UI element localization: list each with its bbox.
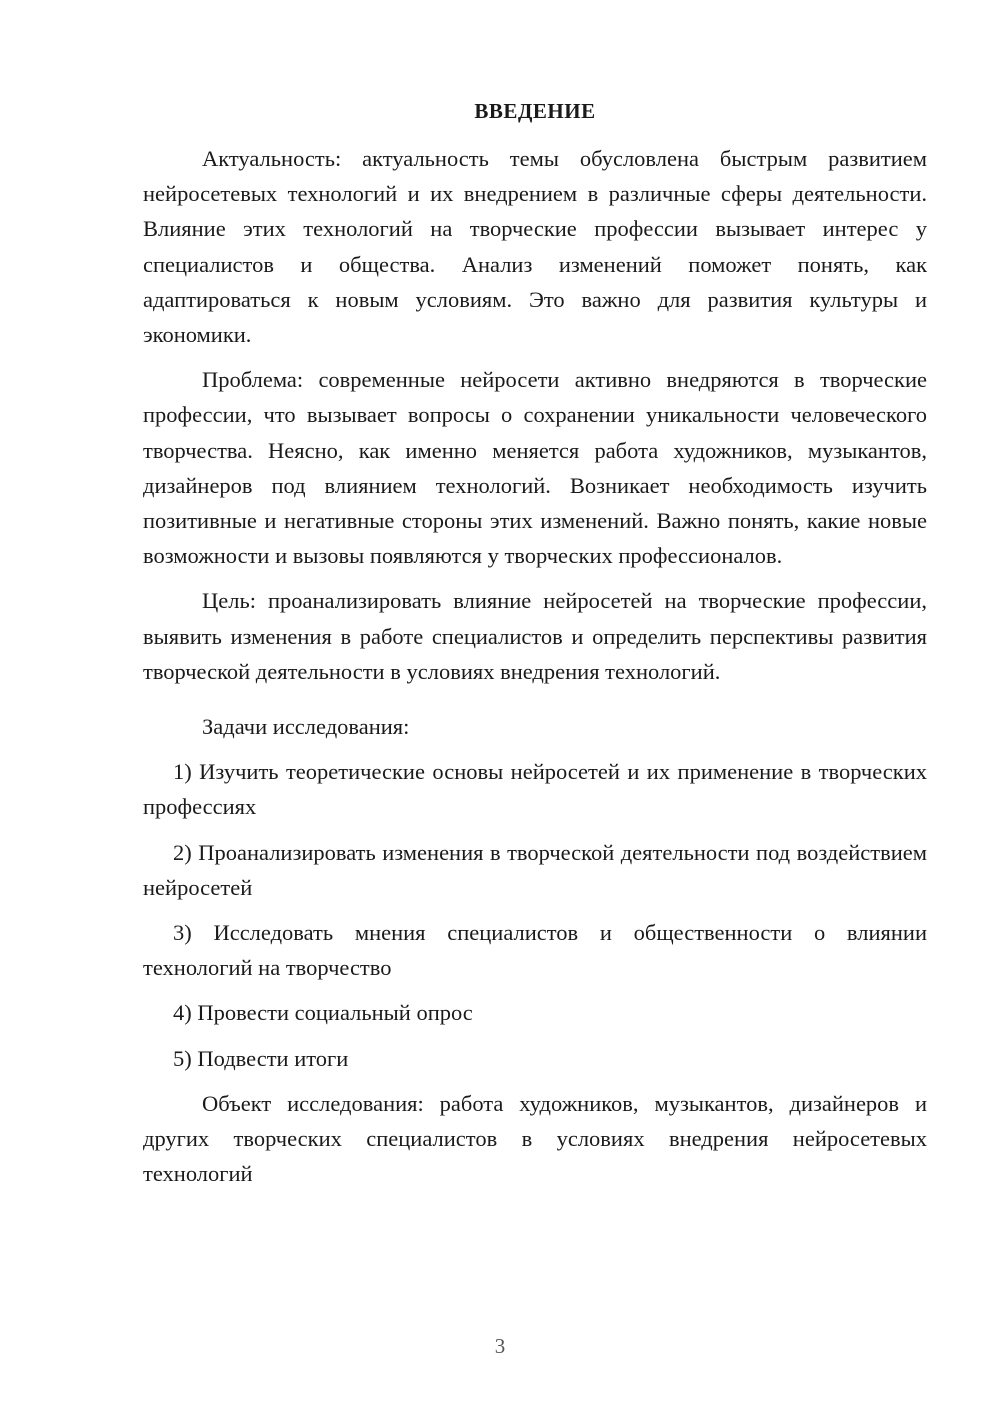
page-content	[143, 94, 927, 1201]
problem-paragraph: Проблема: современные нейросети активно внедряются в творческие профессии, что вызывает вопросы о сохранении уникальности человеческого творчества. Неясно, как именно меняется работа художников, музыкантов, дизайнеров под влиянием технологий. Возникает необходимость изучить позитивные и негативные стороны этих изменений. Важно понять, какие новые возможности и вызовы появляются у творческих профессионалов.	[143, 367, 927, 569]
goal-paragraph: Цель: проанализировать влияние нейросетей на творческие профессии, выявить изменения в работе специалистов и определить перспективы развития творческой деятельности в условиях внедрения технологий.	[143, 588, 927, 684]
tasks-heading: Задачи исследования:	[202, 714, 410, 740]
task-item: 3) Исследовать мнения специалистов и общественности о влиянии технологий на творчество	[143, 920, 927, 981]
task-item: 4) Провести социальный опрос	[173, 1000, 473, 1026]
relevance-paragraph: Актуальность: актуальность темы обусловлена быстрым развитием нейросетевых технологий и их внедрением в различные сферы деятельности. Влияние этих технологий на творческие профессии вызывает интерес у специалистов и общества. Анализ изменений поможет понять, как адаптироваться к новым условиям. Это важно для развития культуры и экономики.	[143, 146, 927, 348]
tasks-list	[143, 754, 927, 1076]
object-paragraph: Объект исследования: работа художников, музыкантов, дизайнеров и других творческих специалистов в условиях внедрения нейросетевых технологий	[143, 1090, 927, 1187]
section-title: ВВЕДЕНИЕ	[474, 99, 596, 123]
task-item: 5) Подвести итоги	[173, 1045, 349, 1071]
task-item: 1) Изучить теоретические основы нейросетей и их применение в творческих профессиях	[143, 759, 927, 820]
task-item: 2) Проанализировать изменения в творческой деятельности под воздействием нейросетей	[143, 839, 927, 900]
page-number: 3	[494, 1334, 506, 1358]
